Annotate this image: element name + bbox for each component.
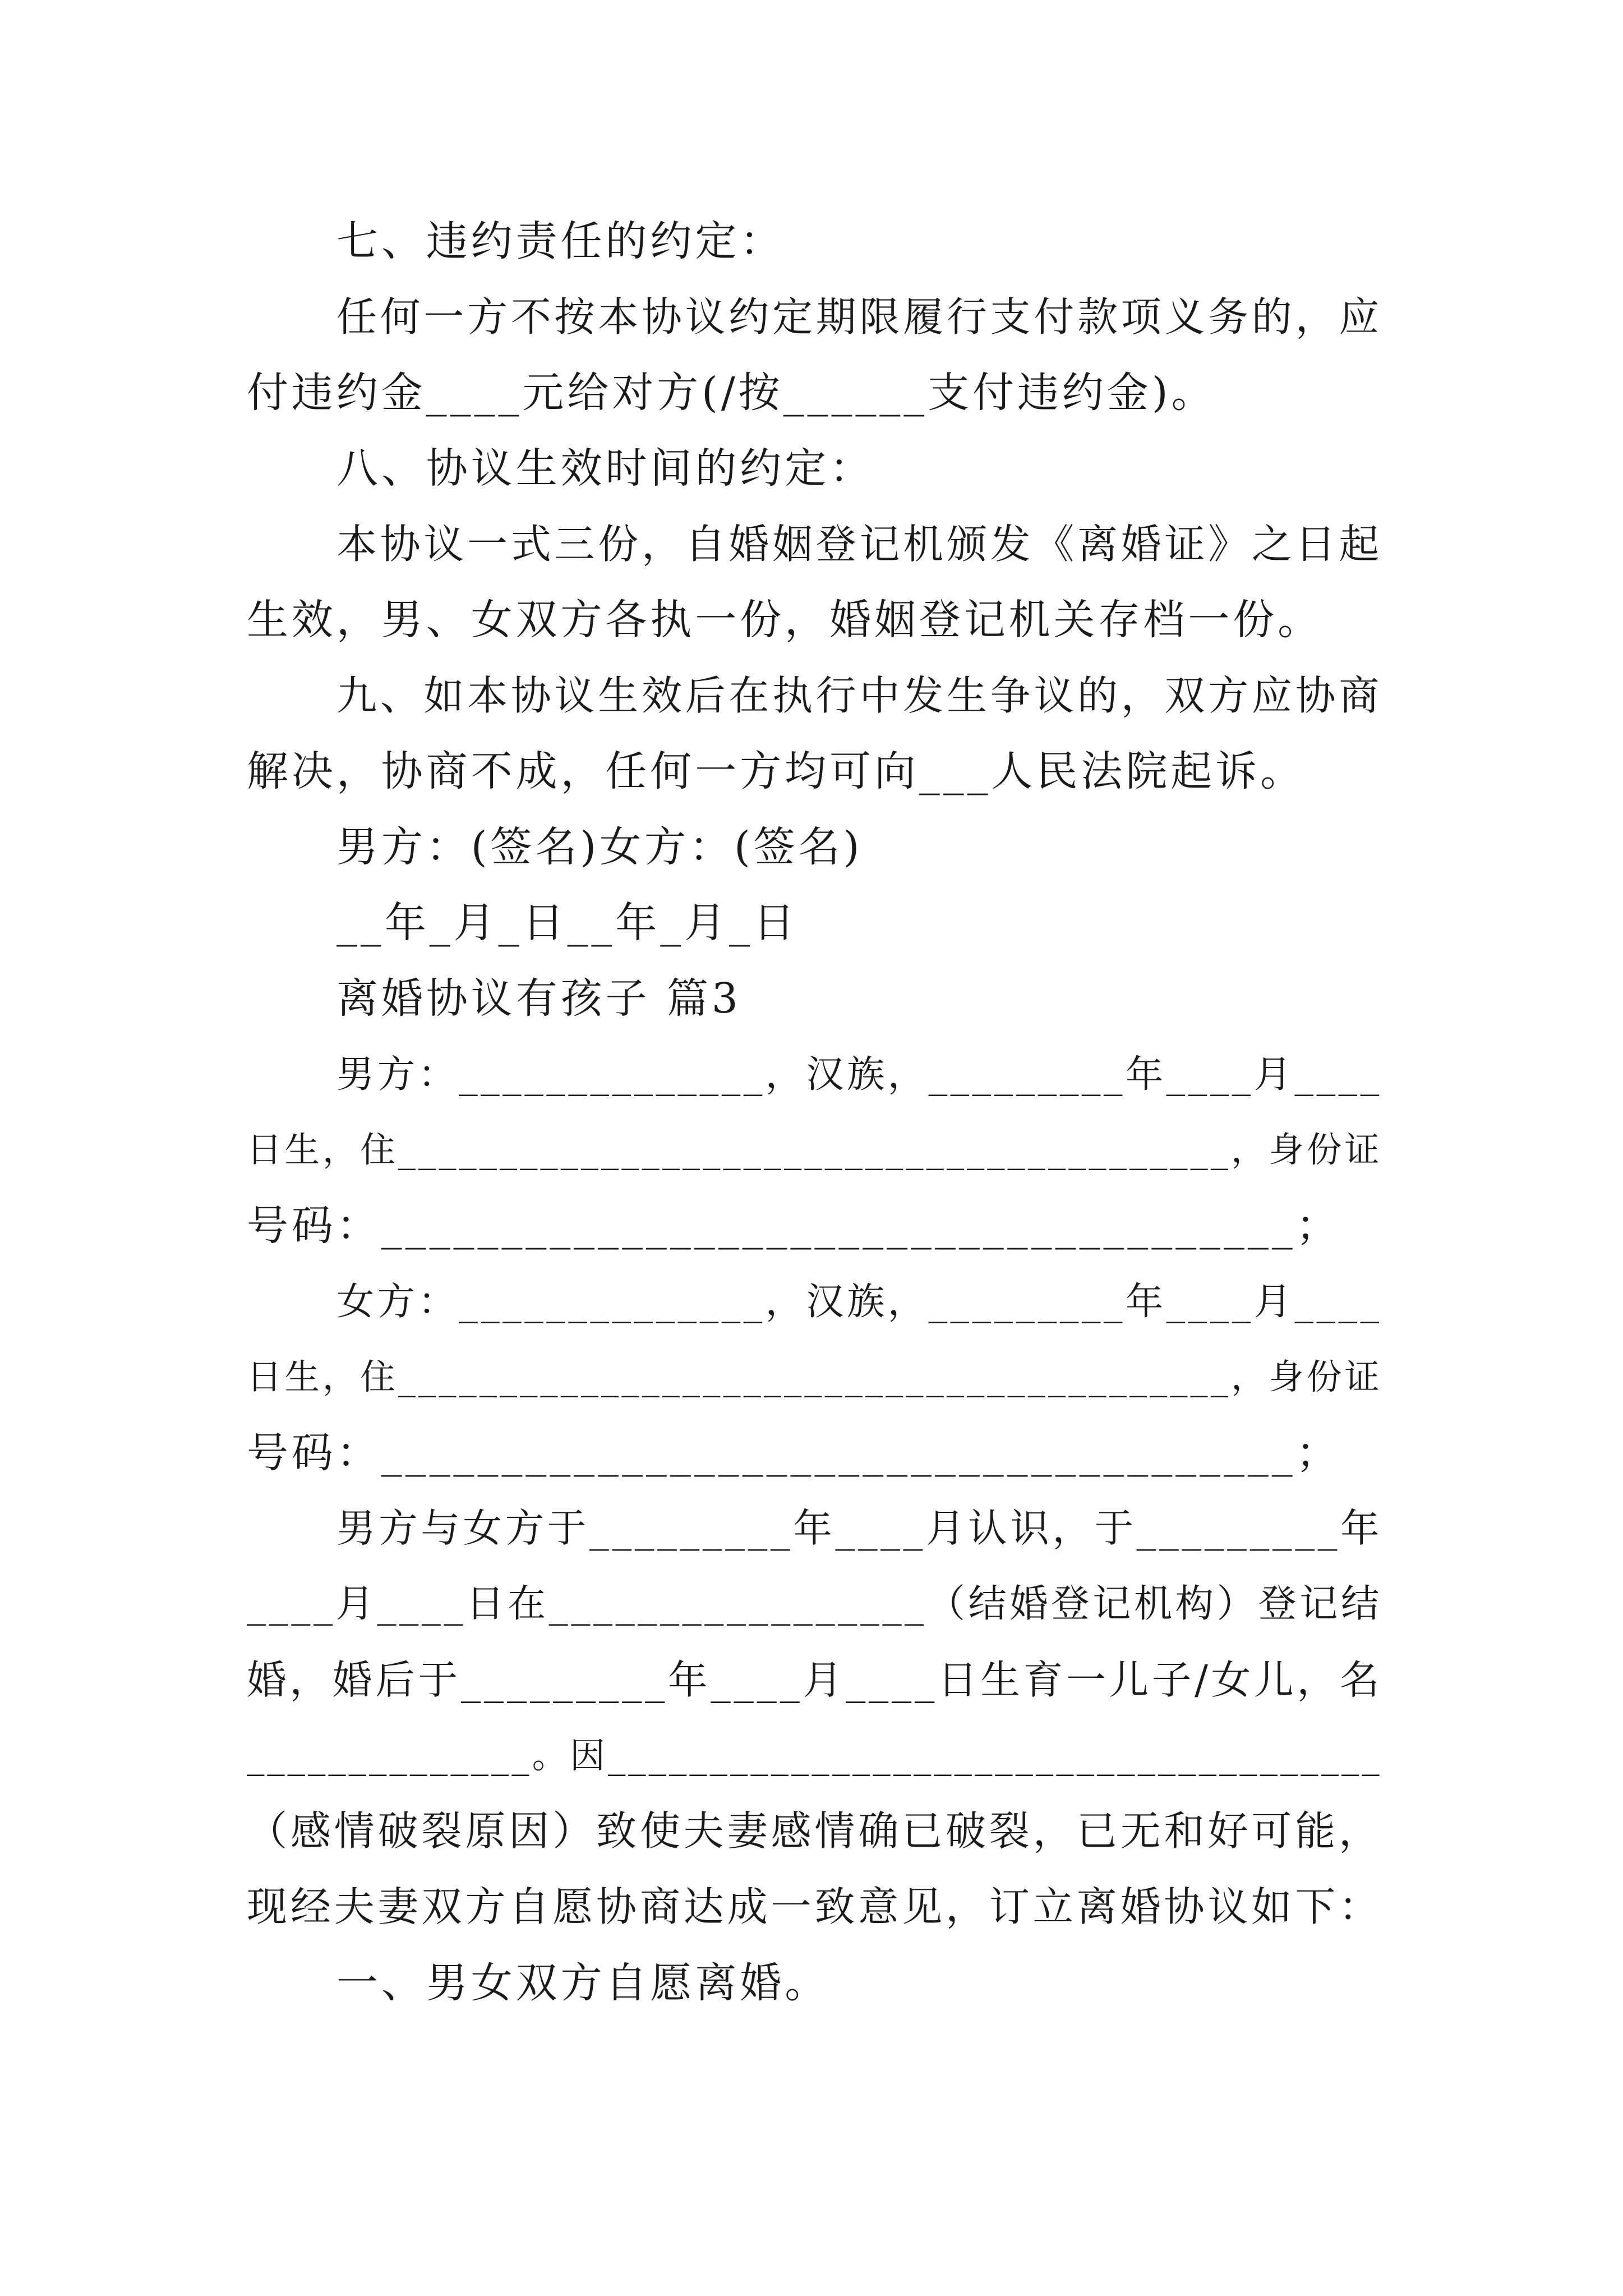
paragraph-line: 本协议一式三份，自婚姻登记机颁发《离婚证》之日起 bbox=[336, 521, 1383, 568]
paragraph-line: 现经夫妻双方自愿协商达成一致意见，订立离婚协议如下： bbox=[247, 1884, 1382, 1931]
paragraph-line: 解决，协商不成，任何一方均可向___人民法院起诉。 bbox=[247, 747, 1305, 795]
male-party-address: 日生，住_________________________________________，身份证 bbox=[247, 1129, 1382, 1170]
paragraph-line: （感情破裂原因）致使夫妻感情确已破裂，已无和好可能， bbox=[247, 1808, 1382, 1855]
paragraph-line: 男方与女方于_________年____月认识，于_________年 bbox=[336, 1506, 1383, 1551]
clause-1: 一、男女双方自愿离婚。 bbox=[336, 1959, 830, 2007]
signature-line: 男方：(签名)女方：(签名) bbox=[336, 823, 863, 871]
section-heading-7: 七、违约责任的约定： bbox=[336, 217, 785, 265]
paragraph-line: 付违约金____元给对方(/按______支付违约金)。 bbox=[247, 369, 1216, 417]
paragraph-line: 生效，男、女双方各执一份，婚姻登记机关存档一份。 bbox=[247, 596, 1323, 644]
male-party-line: 男方：______________，汉族，_________年____月____ bbox=[336, 1052, 1382, 1096]
paragraph-line: 任何一方不按本协议约定期限履行支付款项义务的，应 bbox=[336, 293, 1383, 341]
date-line: __年_月_日__年_月_日 bbox=[336, 899, 798, 947]
section-heading-8: 八、协议生效时间的约定： bbox=[336, 444, 875, 493]
section-heading-9: 九、如本协议生效后在执行中发生争议的，双方应协商 bbox=[336, 672, 1383, 719]
paragraph-line: ______________。因______________________________________ bbox=[247, 1735, 1382, 1776]
female-party-id: 号码：______________________________________； bbox=[247, 1429, 1341, 1477]
article-title: 离婚协议有孩子 篇3 bbox=[336, 974, 741, 1023]
paragraph-line: 婚，婚后于_________年____月____日生育一儿子/女儿，名 bbox=[247, 1657, 1383, 1703]
female-party-address: 日生，住_________________________________________，身份证 bbox=[247, 1356, 1382, 1397]
male-party-id: 号码：______________________________________； bbox=[247, 1202, 1341, 1250]
female-party-line: 女方：______________，汉族，_________年____月____ bbox=[336, 1280, 1382, 1323]
paragraph-line: ____月____日在_________________（结婚登记机构）登记结 bbox=[247, 1582, 1382, 1626]
